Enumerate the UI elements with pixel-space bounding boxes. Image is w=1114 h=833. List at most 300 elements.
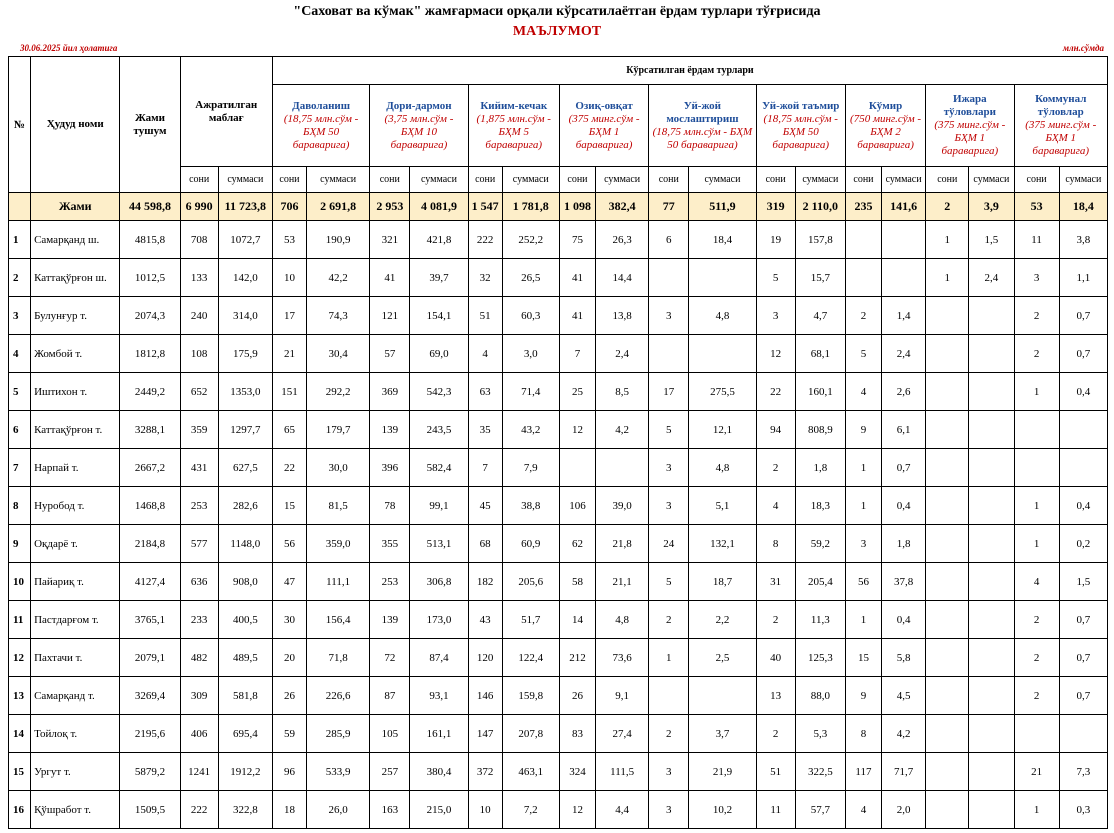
table-cell: 7	[559, 335, 595, 373]
table-cell: 21,8	[596, 525, 649, 563]
table-cell: 908,0	[218, 563, 272, 601]
district-name: Пахтачи т.	[31, 639, 120, 677]
total-cell: 1 098	[559, 193, 595, 221]
table-cell: 13,8	[596, 297, 649, 335]
table-cell: 122,4	[502, 639, 559, 677]
table-cell: 5,1	[689, 487, 756, 525]
table-cell: 71,4	[502, 373, 559, 411]
table-cell	[1059, 449, 1107, 487]
table-cell: 32	[468, 259, 502, 297]
table-row	[9, 753, 1108, 791]
table-cell: 1	[649, 639, 689, 677]
table-cell: 3	[649, 753, 689, 791]
table-cell: 1	[845, 487, 881, 525]
table-cell: 4,5	[882, 677, 926, 715]
table-cell: 18,4	[689, 221, 756, 259]
table-cell: 59,2	[795, 525, 845, 563]
row-number: 3	[9, 297, 31, 335]
table-cell: 40	[756, 639, 795, 677]
table-cell: 257	[370, 753, 410, 791]
table-cell: 3	[649, 791, 689, 829]
table-cell: 39,0	[596, 487, 649, 525]
table-cell	[649, 259, 689, 297]
table-cell: 51	[468, 297, 502, 335]
table-cell: 2	[649, 601, 689, 639]
table-cell	[969, 715, 1014, 753]
table-cell: 205,4	[795, 563, 845, 601]
table-cell: 0,7	[1059, 601, 1107, 639]
table-cell: 22	[756, 373, 795, 411]
table-cell: 117	[845, 753, 881, 791]
table-cell: 396	[370, 449, 410, 487]
table-cell: 51	[756, 753, 795, 791]
table-cell: 9,1	[596, 677, 649, 715]
table-cell: 132,1	[689, 525, 756, 563]
table-cell: 4,7	[795, 297, 845, 335]
table-cell: 1	[926, 259, 969, 297]
header-type-note: (18,75 млн.сўм - БҲМ 50 бараварига)	[763, 112, 838, 151]
table-cell: 2	[845, 297, 881, 335]
row-number: 5	[9, 373, 31, 411]
row-number: 9	[9, 525, 31, 563]
row-number: 11	[9, 601, 31, 639]
table-cell: 285,9	[307, 715, 370, 753]
table-cell: 380,4	[410, 753, 468, 791]
subheader-sum: суммаси	[795, 167, 845, 193]
header-type-note: (375 минг.сўм - БҲМ 1 бараварига)	[934, 119, 1006, 157]
table-cell: 2,4	[969, 259, 1014, 297]
table-cell: 0,3	[1059, 791, 1107, 829]
table-cell: 9	[845, 411, 881, 449]
table-row	[9, 411, 1108, 449]
table-cell: 207,8	[502, 715, 559, 753]
table-row	[9, 715, 1108, 753]
unit-note: млн.сўмда	[1062, 43, 1104, 53]
table-cell: 4815,8	[120, 221, 180, 259]
header-type-note: (3,75 млн.сўм - БҲМ 10 бараварига)	[384, 112, 454, 151]
total-cell: 2 691,8	[307, 193, 370, 221]
total-cell: 706	[272, 193, 306, 221]
table-row	[9, 563, 1108, 601]
subheader-count: сони	[926, 167, 969, 193]
table-cell	[926, 601, 969, 639]
table-cell: 355	[370, 525, 410, 563]
header-type-name: Кийим-кечак	[480, 99, 548, 112]
table-cell: 175,9	[218, 335, 272, 373]
table-cell: 463,1	[502, 753, 559, 791]
district-name: Ургут т.	[31, 753, 120, 791]
table-cell: 157,8	[795, 221, 845, 259]
header-type-name: Уй-жой таъмир	[762, 99, 840, 112]
header-type	[845, 85, 925, 167]
table-cell: 1,5	[1059, 563, 1107, 601]
table-cell: 4,4	[596, 791, 649, 829]
table-cell: 156,4	[307, 601, 370, 639]
total-cell: 11 723,8	[218, 193, 272, 221]
table-cell: 7	[468, 449, 502, 487]
table-cell: 45	[468, 487, 502, 525]
table-cell: 369	[370, 373, 410, 411]
table-cell: 0,4	[882, 601, 926, 639]
table-cell: 400,5	[218, 601, 272, 639]
table-cell: 282,6	[218, 487, 272, 525]
table-cell: 108	[180, 335, 218, 373]
table-cell: 695,4	[218, 715, 272, 753]
table-cell: 3	[845, 525, 881, 563]
district-name: Пайариқ т.	[31, 563, 120, 601]
table-cell: 43	[468, 601, 502, 639]
header-type-note: (18,75 млн.сўм - БҲМ 50 бараварига)	[652, 125, 753, 151]
table-cell: 3765,1	[120, 601, 180, 639]
table-cell: 57	[370, 335, 410, 373]
table-cell	[926, 639, 969, 677]
table-row	[9, 335, 1108, 373]
row-number: 10	[9, 563, 31, 601]
table-cell: 1912,2	[218, 753, 272, 791]
table-cell: 253	[180, 487, 218, 525]
table-cell: 69,0	[410, 335, 468, 373]
table-cell: 359	[180, 411, 218, 449]
table-cell: 542,3	[410, 373, 468, 411]
table-cell	[969, 487, 1014, 525]
header-district: Ҳудуд номи	[31, 57, 120, 193]
table-cell	[926, 411, 969, 449]
subheader-sum: суммаси	[882, 167, 926, 193]
table-cell	[969, 335, 1014, 373]
table-cell: 7,3	[1059, 753, 1107, 791]
table-cell: 1353,0	[218, 373, 272, 411]
table-cell: 1	[926, 221, 969, 259]
table-cell: 6	[649, 221, 689, 259]
total-cell	[9, 193, 31, 221]
header-type	[559, 85, 648, 167]
district-name: Жомбой т.	[31, 335, 120, 373]
table-cell	[596, 449, 649, 487]
district-name: Булунғур т.	[31, 297, 120, 335]
header-type	[272, 85, 369, 167]
table-row	[9, 791, 1108, 829]
header-type-name: Ижара тўловлари	[943, 93, 996, 118]
district-name: Самарқанд т.	[31, 677, 120, 715]
table-cell: 2	[1014, 297, 1059, 335]
table-cell: 1,5	[969, 221, 1014, 259]
subheader-sum: суммаси	[307, 167, 370, 193]
table-cell: 30,0	[307, 449, 370, 487]
table-cell: 215,0	[410, 791, 468, 829]
table-cell: 513,1	[410, 525, 468, 563]
total-cell: 18,4	[1059, 193, 1107, 221]
table-cell: 27,4	[596, 715, 649, 753]
table-cell	[1014, 411, 1059, 449]
table-cell: 146	[468, 677, 502, 715]
table-cell	[969, 373, 1014, 411]
assistance-table	[8, 56, 1108, 829]
table-cell: 39,7	[410, 259, 468, 297]
table-cell: 60,3	[502, 297, 559, 335]
subheader-sum: суммаси	[689, 167, 756, 193]
table-cell: 2079,1	[120, 639, 180, 677]
table-cell: 106	[559, 487, 595, 525]
table-cell: 56	[272, 525, 306, 563]
table-cell: 2184,8	[120, 525, 180, 563]
table-cell: 96	[272, 753, 306, 791]
table-cell: 17	[649, 373, 689, 411]
table-cell: 4	[468, 335, 502, 373]
table-cell: 160,1	[795, 373, 845, 411]
subheader-count: сони	[180, 167, 218, 193]
table-cell	[649, 677, 689, 715]
table-cell: 63	[468, 373, 502, 411]
table-cell	[926, 753, 969, 791]
table-cell	[926, 373, 969, 411]
table-cell: 47	[272, 563, 306, 601]
table-cell	[649, 335, 689, 373]
table-cell: 73,6	[596, 639, 649, 677]
table-cell: 7,2	[502, 791, 559, 829]
table-cell: 1	[845, 449, 881, 487]
table-cell: 2,0	[882, 791, 926, 829]
table-cell	[969, 411, 1014, 449]
table-cell: 2	[756, 601, 795, 639]
table-cell: 87	[370, 677, 410, 715]
table-cell: 292,2	[307, 373, 370, 411]
table-row	[9, 449, 1108, 487]
table-cell	[926, 449, 969, 487]
table-cell	[882, 259, 926, 297]
table-cell: 1,1	[1059, 259, 1107, 297]
table-cell: 0,4	[1059, 487, 1107, 525]
district-name: Каттақўрғон ш.	[31, 259, 120, 297]
table-cell: 4	[845, 373, 881, 411]
table-cell: 42,2	[307, 259, 370, 297]
table-cell: 5	[845, 335, 881, 373]
total-cell: 1 547	[468, 193, 502, 221]
total-cell: Жами	[31, 193, 120, 221]
table-cell	[969, 791, 1014, 829]
table-cell: 306,8	[410, 563, 468, 601]
table-cell: 72	[370, 639, 410, 677]
table-cell: 161,1	[410, 715, 468, 753]
table-cell	[1014, 449, 1059, 487]
row-number: 16	[9, 791, 31, 829]
table-cell: 43,2	[502, 411, 559, 449]
table-cell: 652	[180, 373, 218, 411]
subheader-count: сони	[649, 167, 689, 193]
table-cell: 4,8	[689, 449, 756, 487]
table-cell: 2,2	[689, 601, 756, 639]
table-cell: 105	[370, 715, 410, 753]
table-cell: 26,0	[307, 791, 370, 829]
table-cell: 13	[756, 677, 795, 715]
total-cell: 2	[926, 193, 969, 221]
district-name: Иштихон т.	[31, 373, 120, 411]
district-name: Нуробод т.	[31, 487, 120, 525]
table-cell: 62	[559, 525, 595, 563]
table-cell: 577	[180, 525, 218, 563]
header-allocated: Ажратилган маблағ	[180, 57, 272, 167]
table-cell: 120	[468, 639, 502, 677]
row-number: 8	[9, 487, 31, 525]
table-cell: 18,7	[689, 563, 756, 601]
table-cell: 3,8	[1059, 221, 1107, 259]
table-cell: 11	[1014, 221, 1059, 259]
table-cell: 0,4	[882, 487, 926, 525]
total-cell: 1 781,8	[502, 193, 559, 221]
table-cell: 1509,5	[120, 791, 180, 829]
table-cell	[845, 221, 881, 259]
header-type-name: Озиқ-овқат	[575, 99, 633, 112]
table-cell: 0,7	[1059, 297, 1107, 335]
row-number: 1	[9, 221, 31, 259]
table-cell: 53	[272, 221, 306, 259]
table-cell: 582,4	[410, 449, 468, 487]
table-cell: 74,3	[307, 297, 370, 335]
table-cell: 7,9	[502, 449, 559, 487]
table-cell: 14	[559, 601, 595, 639]
table-cell: 2	[1014, 677, 1059, 715]
subheader-sum: суммаси	[1059, 167, 1107, 193]
table-row	[9, 525, 1108, 563]
table-cell	[926, 487, 969, 525]
table-cell: 2	[1014, 639, 1059, 677]
table-cell: 68,1	[795, 335, 845, 373]
table-cell: 10,2	[689, 791, 756, 829]
table-cell: 2,6	[882, 373, 926, 411]
table-cell: 4127,4	[120, 563, 180, 601]
table-cell: 21	[272, 335, 306, 373]
table-cell	[926, 715, 969, 753]
table-cell: 1012,5	[120, 259, 180, 297]
table-row	[9, 373, 1108, 411]
table-cell: 1,8	[882, 525, 926, 563]
table-cell: 1	[1014, 373, 1059, 411]
row-number: 13	[9, 677, 31, 715]
table-cell: 133	[180, 259, 218, 297]
table-cell: 93,1	[410, 677, 468, 715]
table-cell: 233	[180, 601, 218, 639]
table-cell: 173,0	[410, 601, 468, 639]
table-cell: 3	[649, 449, 689, 487]
table-cell: 142,0	[218, 259, 272, 297]
table-cell: 4	[845, 791, 881, 829]
table-cell: 222	[180, 791, 218, 829]
table-cell: 0,7	[882, 449, 926, 487]
row-number: 4	[9, 335, 31, 373]
table-cell: 2,4	[882, 335, 926, 373]
table-cell: 125,3	[795, 639, 845, 677]
table-cell: 359,0	[307, 525, 370, 563]
table-cell: 12	[559, 791, 595, 829]
table-cell: 205,6	[502, 563, 559, 601]
table-cell: 22	[272, 449, 306, 487]
header-total-fund: Жами тушум	[120, 57, 180, 193]
table-cell: 708	[180, 221, 218, 259]
district-name: Қўшработ т.	[31, 791, 120, 829]
table-cell	[926, 335, 969, 373]
table-cell: 20	[272, 639, 306, 677]
table-cell: 240	[180, 297, 218, 335]
table-cell: 35	[468, 411, 502, 449]
table-cell: 8,5	[596, 373, 649, 411]
district-name: Каттақўрғон т.	[31, 411, 120, 449]
table-cell: 321	[370, 221, 410, 259]
table-cell	[689, 677, 756, 715]
table-cell: 4,8	[596, 601, 649, 639]
table-cell: 41	[559, 259, 595, 297]
table-cell: 18	[272, 791, 306, 829]
header-type-note: (375 минг.сўм - БҲМ 1 бараварига)	[568, 112, 640, 151]
table-cell: 212	[559, 639, 595, 677]
table-cell: 372	[468, 753, 502, 791]
district-name: Самарқанд ш.	[31, 221, 120, 259]
table-cell: 78	[370, 487, 410, 525]
row-number: 7	[9, 449, 31, 487]
table-cell	[689, 259, 756, 297]
subheader-count: сони	[845, 167, 881, 193]
table-cell: 21,1	[596, 563, 649, 601]
header-type	[756, 85, 845, 167]
table-cell: 5	[756, 259, 795, 297]
table-cell: 0,7	[1059, 335, 1107, 373]
total-cell: 3,9	[969, 193, 1014, 221]
total-row	[9, 193, 1108, 221]
table-cell: 26	[272, 677, 306, 715]
table-cell: 1468,8	[120, 487, 180, 525]
table-cell: 4,2	[882, 715, 926, 753]
table-cell: 147	[468, 715, 502, 753]
subheader-count: сони	[272, 167, 306, 193]
table-cell: 4,2	[596, 411, 649, 449]
subheader-count: сони	[559, 167, 595, 193]
table-cell: 139	[370, 411, 410, 449]
table-cell	[926, 525, 969, 563]
table-cell: 2	[1014, 601, 1059, 639]
table-cell: 57,7	[795, 791, 845, 829]
table-row	[9, 601, 1108, 639]
table-cell: 808,9	[795, 411, 845, 449]
subheader-sum: суммаси	[218, 167, 272, 193]
table-cell: 15	[845, 639, 881, 677]
table-cell	[969, 563, 1014, 601]
subheader-sum: суммаси	[969, 167, 1014, 193]
table-cell: 421,8	[410, 221, 468, 259]
table-cell: 0,4	[1059, 373, 1107, 411]
table-cell: 6,1	[882, 411, 926, 449]
header-type	[468, 85, 559, 167]
header-type	[1014, 85, 1108, 167]
table-cell: 1148,0	[218, 525, 272, 563]
subheader-count: сони	[756, 167, 795, 193]
header-type-note: (1,875 млн.сўм - БҲМ 5 бараварига)	[476, 112, 551, 151]
table-cell: 68	[468, 525, 502, 563]
table-cell: 5	[649, 563, 689, 601]
table-cell: 41	[559, 297, 595, 335]
table-row	[9, 677, 1108, 715]
table-cell: 252,2	[502, 221, 559, 259]
table-cell: 81,5	[307, 487, 370, 525]
header-type-name: Дори-дармон	[386, 99, 452, 112]
subheader-sum: суммаси	[410, 167, 468, 193]
table-cell: 182	[468, 563, 502, 601]
table-cell: 163	[370, 791, 410, 829]
table-cell: 8	[845, 715, 881, 753]
header-assistance-types: Кўрсатилган ёрдам турлари	[272, 57, 1107, 85]
subheader-count: сони	[468, 167, 502, 193]
table-cell	[969, 639, 1014, 677]
table-cell: 60,9	[502, 525, 559, 563]
table-cell: 15	[272, 487, 306, 525]
header-type-note: (750 минг.сўм - БҲМ 2 бараварига)	[850, 112, 922, 151]
